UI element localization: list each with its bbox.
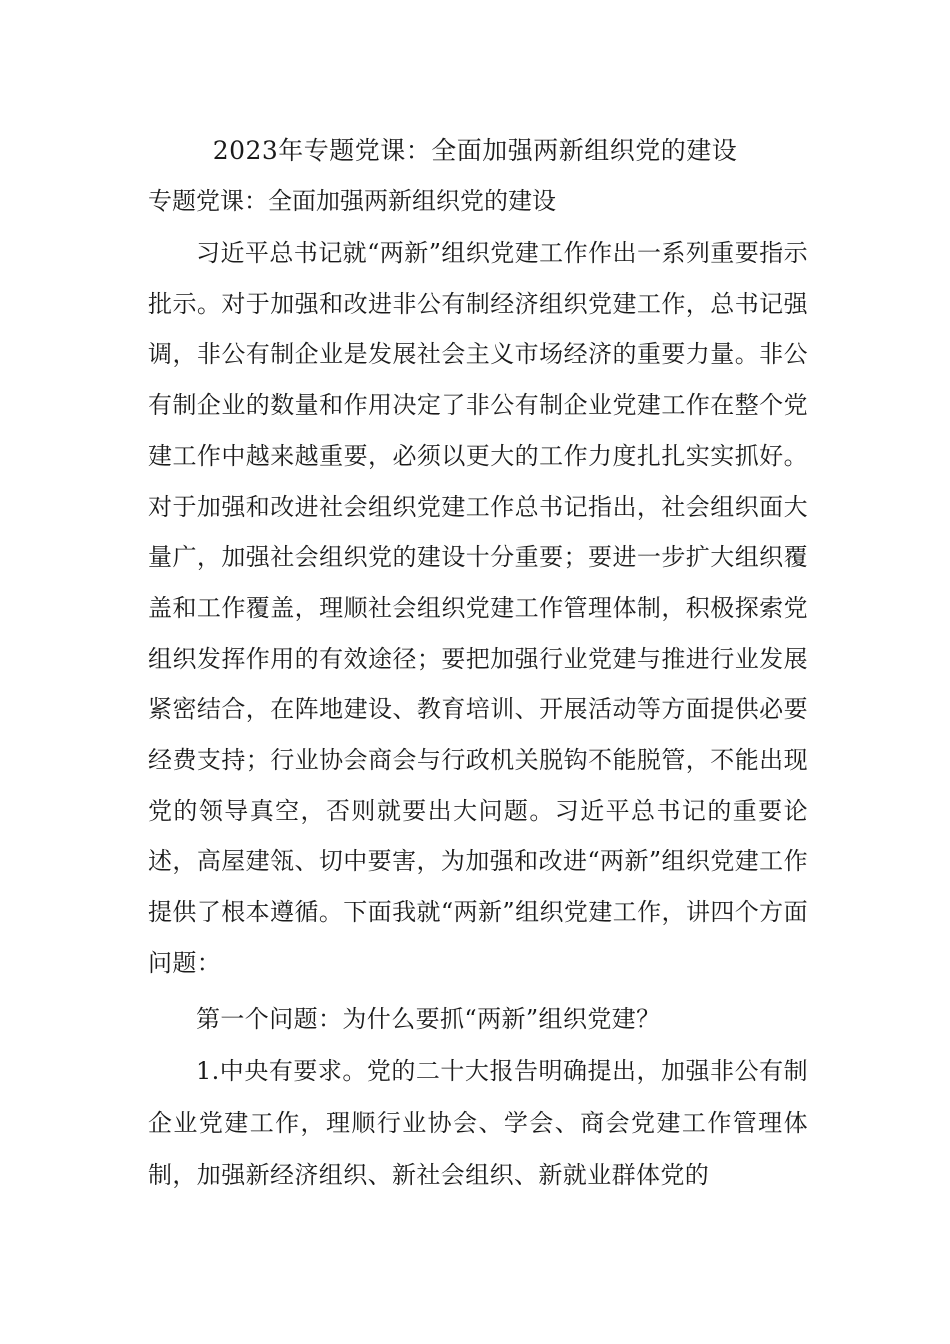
document-title: 2023年专题党课：全面加强两新组织党的建设 [212, 136, 738, 165]
paragraph-point-one: 1.中央有要求。党的二十大报告明确提出，加强非公有制企业党建工作，理顺行业协会、学会、商会党建工作管理体制，加强新经济组织、新社会组织、新就业群体党的 [148, 1056, 808, 1189]
paragraph-question-one: 第一个问题：为什么要抓“两新”组织党建？ [196, 1004, 661, 1033]
paragraph-intro: 习近平总书记就“两新”组织党建工作作出一系列重要指示批示。对于加强和改进非公有制经济组织党建工作，总书记强调，非公有制企业是发展社会主义市场经济的重要力量。非公有制企业的数量和作用决定了非公有制企业党建工作在整个党建工作中越来越重要，必须以更大的工作力度扎扎实实抓好。对于加强和改进社会组织党建工作总书记指出，社会组织面大量广，加强社会组织党的建设十分重要；要进一步扩大组织覆盖和工作覆盖，理顺社会组织党建工作管理体制，积极探索党组织发挥作用的有效途径；要把加强行业党建与推进行业发展紧密结合，在阵地建设、教育培训、开展活动等方面提供必要经费支持；行业协会商会与行政机关脱钩不能脱管，不能出现党的领导真空，否则就要出大问题。习近平总书记的重要论述，高屋建瓴、切中要害，为加强和改进“两新”组织党建工作提供了根本遵循。下面我就“两新”组织党建工作，讲四个方面问题： [148, 239, 808, 977]
document-subtitle: 专题党课：全面加强两新组织党的建设 [148, 187, 556, 215]
document-body [148, 228, 808, 1201]
